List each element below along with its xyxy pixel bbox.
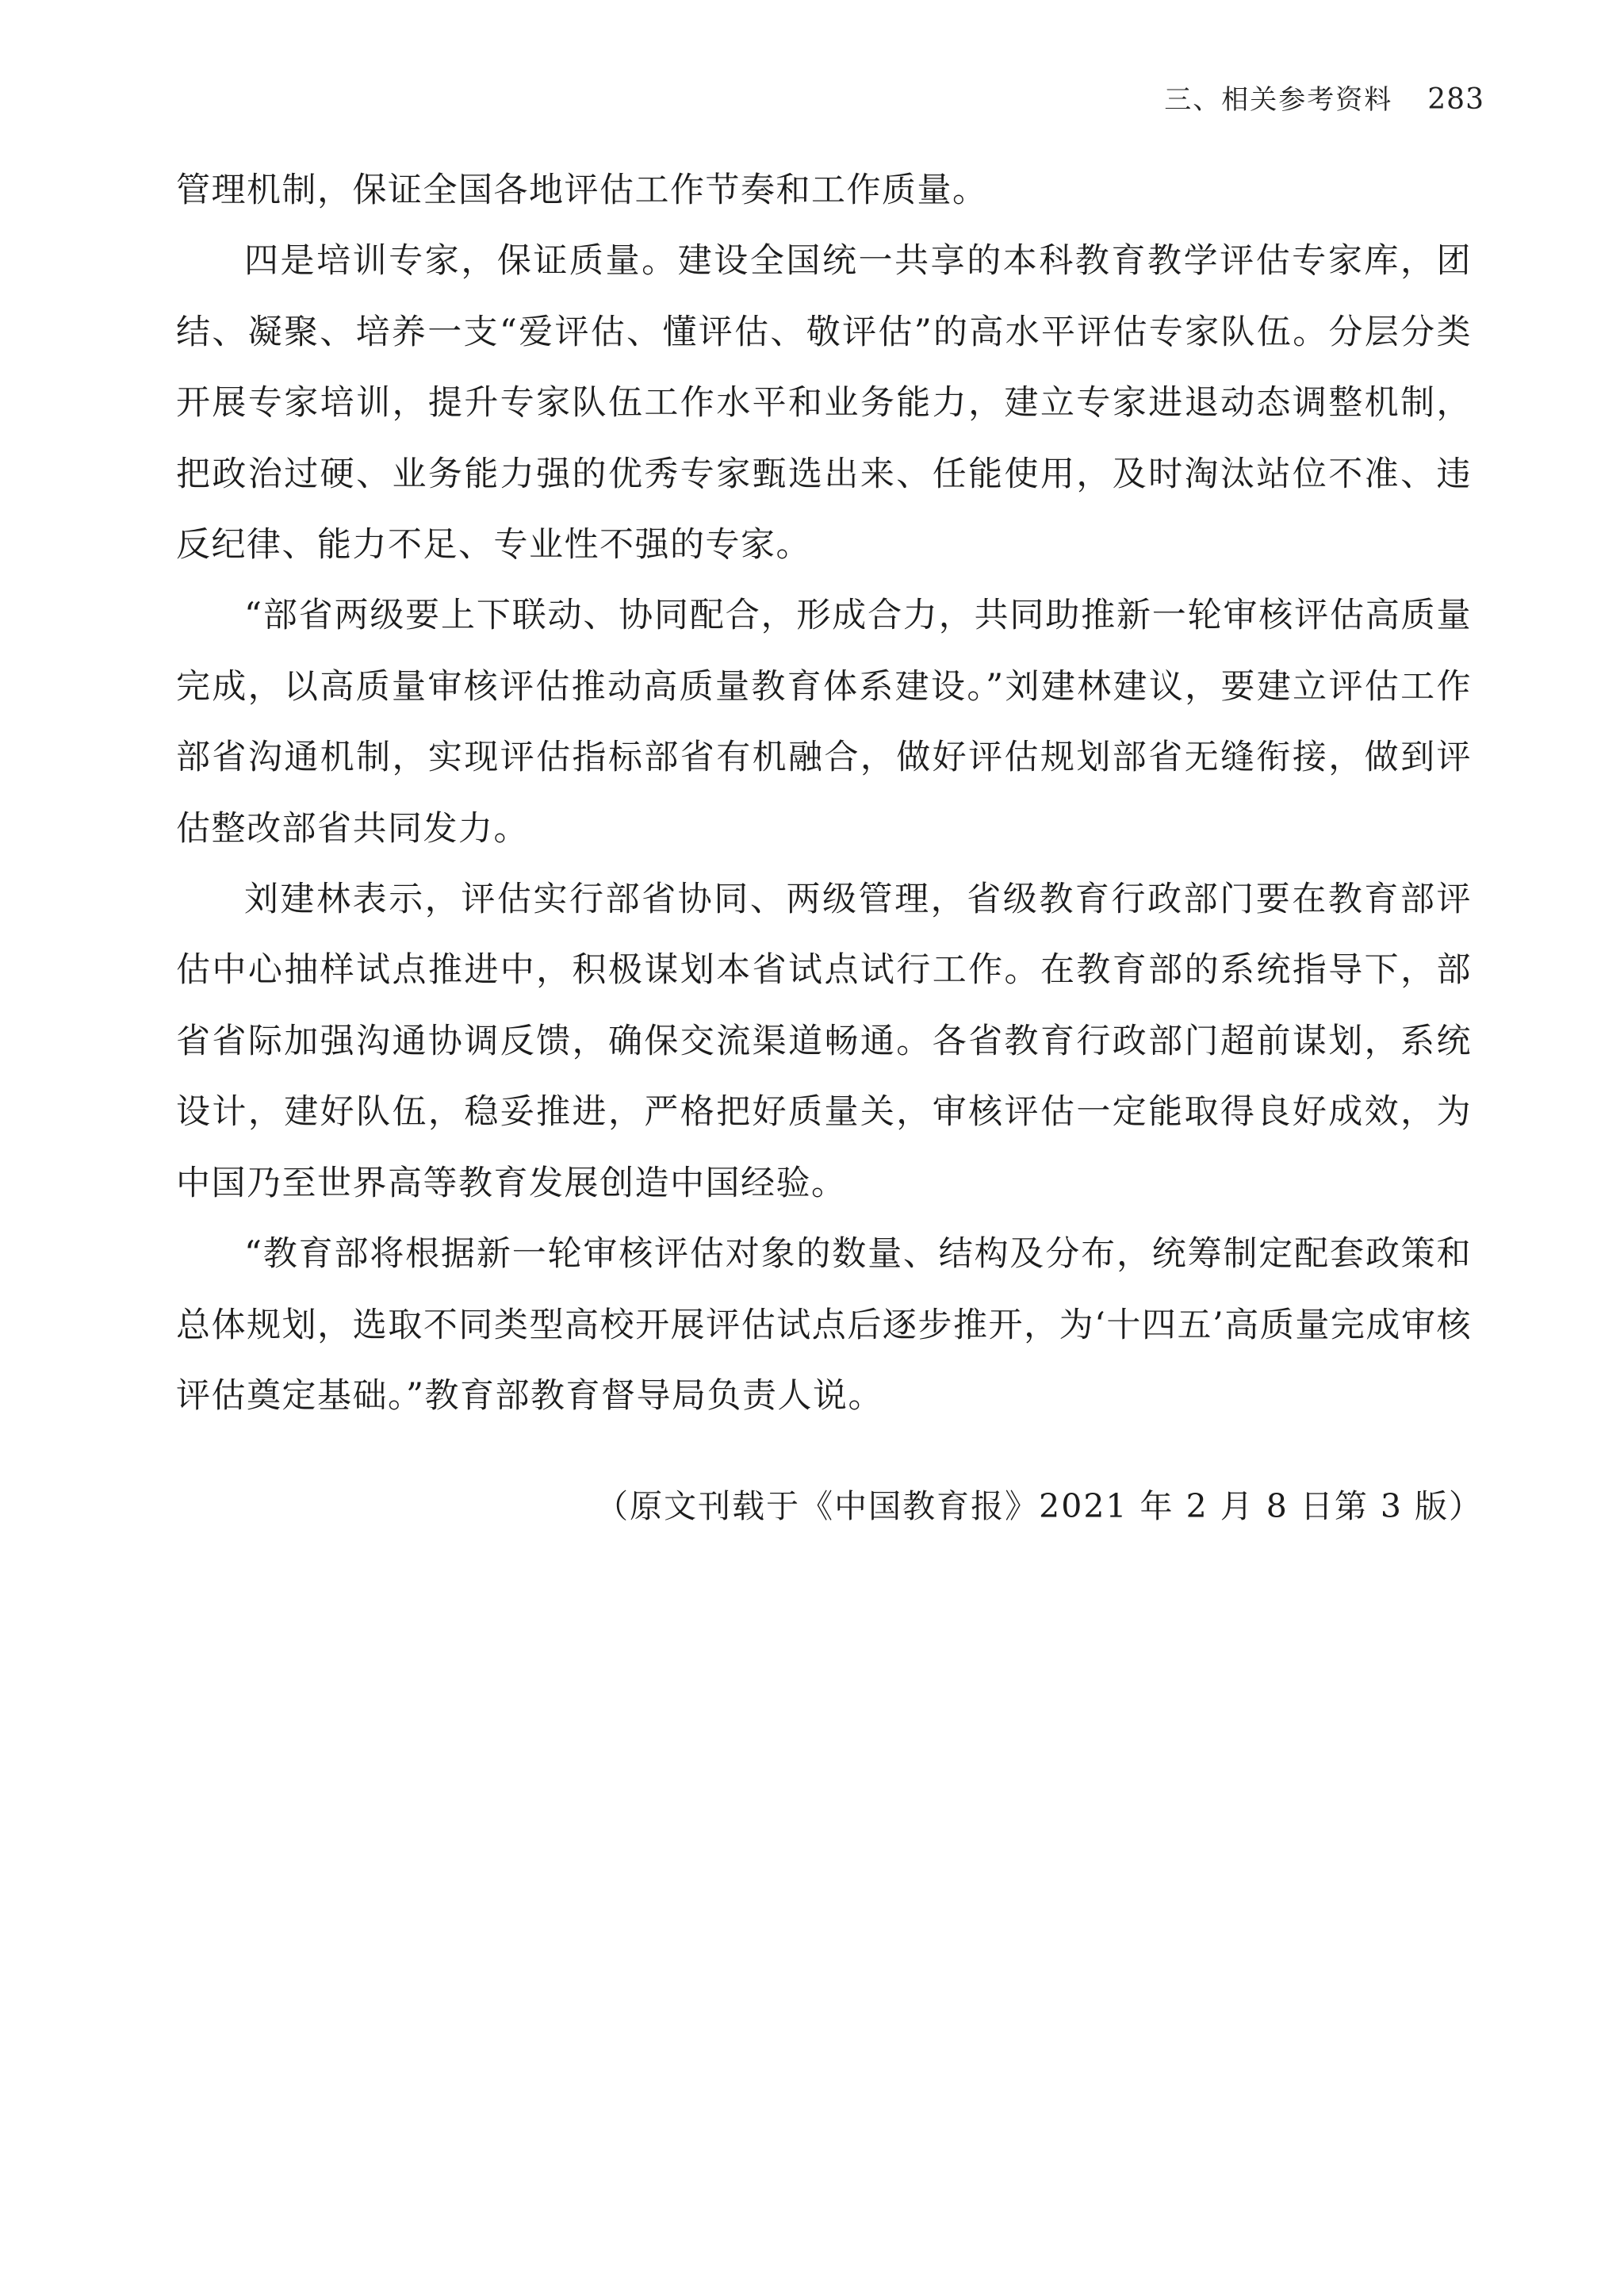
paragraph-continued: 管理机制，保证全国各地评估工作节奏和工作质量。 (176, 171, 988, 210)
paragraph-expert-training: 四是培训专家，保证质量。建设全国统一共享的本科教育教学评估专家库，团结、凝聚、培养一支“爱评估、懂评估、敬评估”的高水平评估专家队伍。分层分类开展专家培训，提升专家队伍工作水平和业务能力，建立专家进退动态调整机制，把政治过硬、业务能力强的优秀专家甄选出来、任能使用，及时淘汰站位不准、违反纪律、能力不足、专业性不强的专家。 (176, 241, 1472, 566)
source-note: （原文刊载于《中国教育报》2021 年 2 月 8 日第 3 版） (596, 1487, 1483, 1525)
paragraph-ministry-plan: “教育部将根据新一轮审核评估对象的数量、结构及分布，统筹制定配套政策和总体规划，选取不同类型高校开展评估试点后逐步推开，为‘十四五’高质量完成审核评估奠定基础。”教育部教育督导局负责人说。 (176, 1234, 1472, 1416)
paragraph-ministry-province-linkage: “部省两级要上下联动、协同配合，形成合力，共同助推新一轮审核评估高质量完成，以高质量审核评估推动高质量教育体系建设。”刘建林建议，要建立评估工作部省沟通机制，实现评估指标部省有机融合，做好评估规划部省无缝衔接，做到评估整改部省共同发力。 (176, 596, 1472, 849)
header-section-title: 三、相关参考资料 (1164, 84, 1393, 116)
paragraph-liu-jianlin-statement: 刘建林表示，评估实行部省协同、两级管理，省级教育行政部门要在教育部评估中心抽样试点推进中，积极谋划本省试点试行工作。在教育部的系统指导下，部省省际加强沟通协调反馈，确保交流渠道畅通。各省教育行政部门超前谋划，系统设计，建好队伍，稳妥推进，严格把好质量关，审核评估一定能取得良好成效，为中国乃至世界高等教育发展创造中国经验。 (176, 880, 1472, 1203)
page-number: 283 (1427, 83, 1484, 116)
article-body (176, 155, 1472, 1432)
running-header (1164, 78, 1484, 117)
